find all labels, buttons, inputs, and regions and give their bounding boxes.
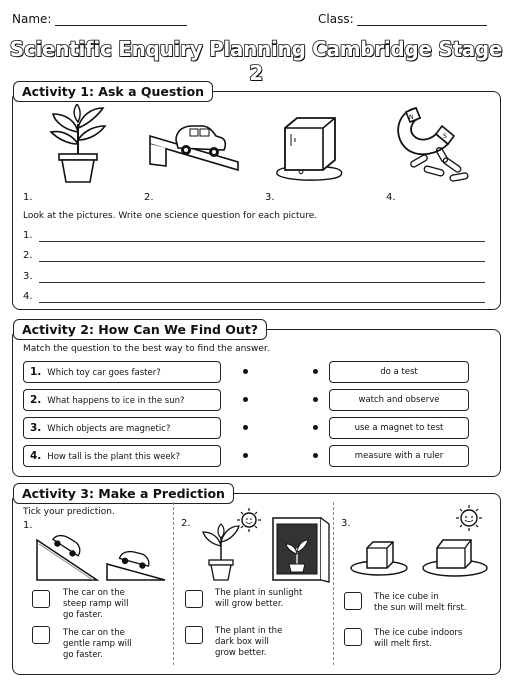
ramps-cars-icon <box>33 526 169 584</box>
activity-3-instruction: Tick your prediction. <box>23 507 115 517</box>
tick-box-3b[interactable] <box>344 628 362 646</box>
answer-number-3: 3. <box>23 271 33 282</box>
activity-3-title: Activity 3: Make a Prediction <box>13 483 234 504</box>
plant-sun-dark-box-icon <box>191 508 331 584</box>
option-1b <box>63 628 132 661</box>
potted-plant-icon <box>43 104 113 184</box>
question-number: 3. <box>30 422 42 434</box>
class-line[interactable] <box>357 12 487 26</box>
name-label: Name: <box>12 12 52 26</box>
match-dot-left-3[interactable] <box>243 425 248 430</box>
answer-line-2[interactable] <box>39 261 485 262</box>
scenario-number-2: 2. <box>181 518 191 529</box>
match-answer-3[interactable]: use a magnet to test <box>329 417 469 439</box>
option-line: go faster. <box>63 610 103 620</box>
option-line: steep ramp will <box>63 599 129 609</box>
question-text: Which toy car goes faster? <box>47 368 161 378</box>
question-number: 4. <box>30 450 42 462</box>
option-line: will grow better. <box>215 599 284 609</box>
option-line: The car on the <box>63 628 125 638</box>
answer-number-2: 2. <box>23 250 33 261</box>
option-line: The ice cube in <box>374 592 439 602</box>
option-line: The ice cube indoors <box>374 628 463 638</box>
option-3b <box>374 628 462 650</box>
picture-number-4: 4. <box>386 192 396 203</box>
option-line: gentle ramp will <box>63 639 132 649</box>
tick-box-1a[interactable] <box>32 590 50 608</box>
option-line: the sun will melt first. <box>374 603 467 613</box>
magnet-n-label: N <box>409 114 414 121</box>
activity-2-instruction: Match the question to the best way to find the answer. <box>23 344 270 354</box>
activity-2-panel <box>12 322 501 477</box>
activity-1-panel <box>12 84 501 310</box>
picture-number-3: 3. <box>265 192 275 203</box>
match-question-1[interactable] <box>23 361 221 383</box>
ice-cube-icon <box>269 112 349 184</box>
scenario-number-3: 3. <box>341 518 351 529</box>
option-2b <box>215 626 282 659</box>
column-divider <box>333 502 334 665</box>
answer-number-4: 4. <box>23 291 33 302</box>
question-number: 1. <box>30 366 42 378</box>
worksheet-title: Scientific Enquiry Planning Cambridge Stage 2 <box>9 37 503 85</box>
ice-cubes-sun-icon <box>349 504 495 584</box>
name-line[interactable] <box>55 12 187 26</box>
tick-box-1b[interactable] <box>32 626 50 644</box>
magnet-paperclips-icon <box>388 102 478 186</box>
match-question-2[interactable] <box>23 389 221 411</box>
answer-number-1: 1. <box>23 230 33 241</box>
class-label: Class: <box>318 12 354 26</box>
question-number: 2. <box>30 394 42 406</box>
class-field[interactable] <box>318 12 487 26</box>
match-dot-left-4[interactable] <box>243 453 248 458</box>
tick-box-2a[interactable] <box>185 590 203 608</box>
magnet-s-label: S <box>443 133 447 140</box>
scenario-number-1: 1. <box>23 520 33 531</box>
option-line: will melt first. <box>374 639 432 649</box>
match-dot-right-3[interactable] <box>313 425 318 430</box>
answer-line-4[interactable] <box>39 302 485 303</box>
picture-number-1: 1. <box>23 192 33 203</box>
picture-number-2: 2. <box>144 192 154 203</box>
option-line: grow better. <box>215 648 267 658</box>
match-answer-4[interactable]: measure with a ruler <box>329 445 469 467</box>
match-dot-right-2[interactable] <box>313 397 318 402</box>
tick-box-3a[interactable] <box>344 592 362 610</box>
name-field[interactable] <box>12 12 187 26</box>
tick-box-2b[interactable] <box>185 626 203 644</box>
activity-2-title: Activity 2: How Can We Find Out? <box>13 319 267 340</box>
option-1a <box>63 588 128 621</box>
column-divider <box>173 502 174 665</box>
option-line: dark box will <box>215 637 269 647</box>
match-answer-1[interactable]: do a test <box>329 361 469 383</box>
toy-car-ramp-icon <box>146 114 246 184</box>
match-dot-left-2[interactable] <box>243 397 248 402</box>
option-line: The plant in the <box>215 626 283 636</box>
match-dot-right-4[interactable] <box>313 453 318 458</box>
answer-line-3[interactable] <box>39 282 485 283</box>
option-3a <box>374 592 467 614</box>
activity-3-panel <box>12 486 501 675</box>
activity-1-instruction: Look at the pictures. Write one science question for each picture. <box>23 211 318 221</box>
match-dot-right-1[interactable] <box>313 369 318 374</box>
question-text: Which objects are magnetic? <box>47 424 171 434</box>
option-2a <box>215 588 302 610</box>
answer-line-1[interactable] <box>39 241 485 242</box>
question-text: How tall is the plant this week? <box>47 452 181 462</box>
match-answer-2[interactable]: watch and observe <box>329 389 469 411</box>
option-line: The car on the <box>63 588 125 598</box>
option-line: The plant in sunlight <box>215 588 303 598</box>
match-question-4[interactable] <box>23 445 221 467</box>
match-dot-left-1[interactable] <box>243 369 248 374</box>
option-line: go faster. <box>63 650 103 660</box>
match-question-3[interactable] <box>23 417 221 439</box>
activity-1-title: Activity 1: Ask a Question <box>13 81 213 102</box>
question-text: What happens to ice in the sun? <box>47 396 185 406</box>
